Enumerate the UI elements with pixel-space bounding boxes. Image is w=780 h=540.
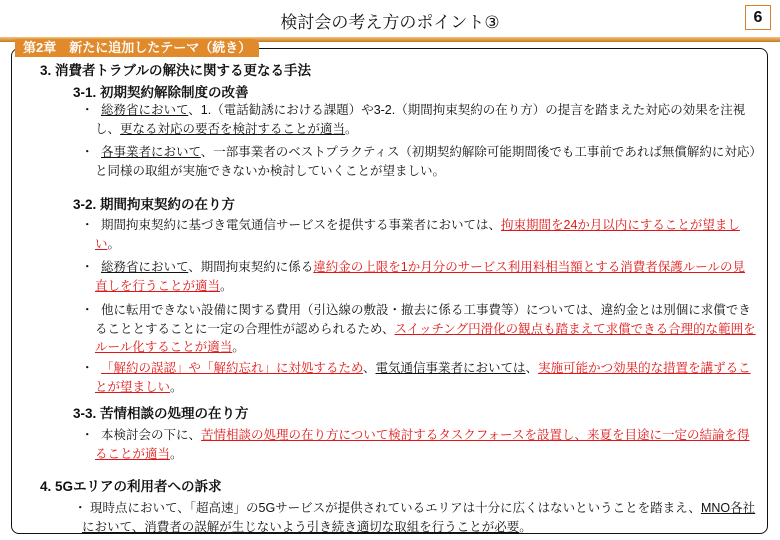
section-3-1-heading: 3-1. 初期契約解除制度の改善 (73, 85, 249, 100)
underlined-text: 各事業者において (101, 145, 201, 159)
body-text: 期間拘束契約に基づき電気通信サービスを提供する事業者においては、 (101, 218, 502, 232)
body-text: 。 (107, 236, 121, 251)
bullet-item (81, 216, 757, 253)
body-text: 、 (363, 361, 376, 375)
highlighted-text: スイッチング円滑化の観点も踏まえて求償できる合理的な範囲をルール化することが適当 (95, 321, 756, 354)
body-text: 現時点において、「超高速」の5Gサービスが提供されているエリアは十分に広くはないということを踏まえ、 (90, 501, 701, 515)
body-text: 。 (232, 340, 245, 354)
section-4-heading: 4. 5Gエリアの利用者への訴求 (40, 479, 222, 494)
body-text: 。 (220, 278, 233, 293)
highlighted-text: 実施可能かつ効果的な措置を講ずることが望ましい (95, 361, 751, 394)
body-text: 。 (519, 519, 532, 534)
bullet-item (81, 143, 757, 180)
highlighted-text: 違約金の上限を1か月分のサービス利用料相当額とする消費者保護ルールの見直しを行うことが適当 (95, 260, 745, 293)
bullet-icon: ・ (81, 145, 94, 159)
body-text: 本検討会の下に、 (101, 428, 202, 442)
body-text: 。 (345, 121, 358, 136)
underlined-text: 総務省において (101, 260, 189, 274)
bullet-item (81, 301, 757, 357)
body-text: 。 (170, 446, 183, 461)
body-text: 他に転用できない設備に関する費用（引込線の敷設・撤去に係る工事費等）については、違約金とは別個に求償できることとすることに一定の合理性が認められるため、 (95, 303, 751, 336)
highlighted-text: 拘束期間を24か月以内にすることが望ましい (95, 218, 740, 251)
underlined-text: 総務省において (101, 103, 189, 117)
bullet-icon: ・ (81, 260, 94, 274)
underlined-text: 更なる対応の要否を検討することが適当 (120, 121, 346, 136)
underlined-text: 電気通信事業者においては (375, 361, 526, 375)
highlighted-text: 「解約の誤認」や「解約忘れ」に対処するため (101, 361, 364, 375)
page-title: 検討会の考え方のポイント③ (280, 13, 500, 32)
section-3-3-heading: 3-3. 苦情相談の処理の在り方 (73, 406, 249, 421)
page-number: 6 (745, 5, 771, 30)
chapter-tab: 第2章 新たに追加したテーマ（続き） (15, 39, 259, 57)
bullet-item (81, 101, 757, 138)
section-3-heading: 3. 消費者トラブルの解決に関する更なる手法 (40, 63, 311, 78)
bullet-icon: ・ (74, 501, 87, 515)
bullet-item (81, 426, 757, 463)
section-3-2-heading: 3-2. 期間拘束契約の在り方 (73, 197, 236, 212)
bullet-item (81, 258, 757, 295)
body-text: 、一部事業者のベストプラクティス（初期契約解除可能期間後でも工事前であれば無償解約に対応）と同様の取組が実施できないか検討していくことが望ましい。 (95, 145, 756, 178)
underlined-text: MNO各社において、消費者の誤解が生じないよう引き続き適切な取組を行うことが必要 (82, 501, 756, 534)
bullet-item (81, 359, 757, 396)
bullet-icon: ・ (81, 428, 94, 442)
bullet-icon: ・ (81, 361, 94, 375)
highlighted-text: 苦情相談の処理の在り方について検討するタスクフォースを設置し、来夏を目途に一定の結論を得ることが適当 (95, 428, 750, 461)
body-text: 、 (525, 361, 539, 375)
bullet-icon: ・ (81, 218, 94, 232)
body-text: 、期間拘束契約に係る (188, 260, 314, 274)
bullet-icon: ・ (81, 103, 94, 117)
bullet-item (74, 499, 757, 536)
body-text: 、1.（電話勧誘における課題）や3-2.（期間拘束契約の在り方）の提言を踏まえた対応の効果を注視し、 (95, 103, 746, 136)
bullet-icon: ・ (81, 303, 94, 317)
body-text: 。 (170, 379, 183, 394)
